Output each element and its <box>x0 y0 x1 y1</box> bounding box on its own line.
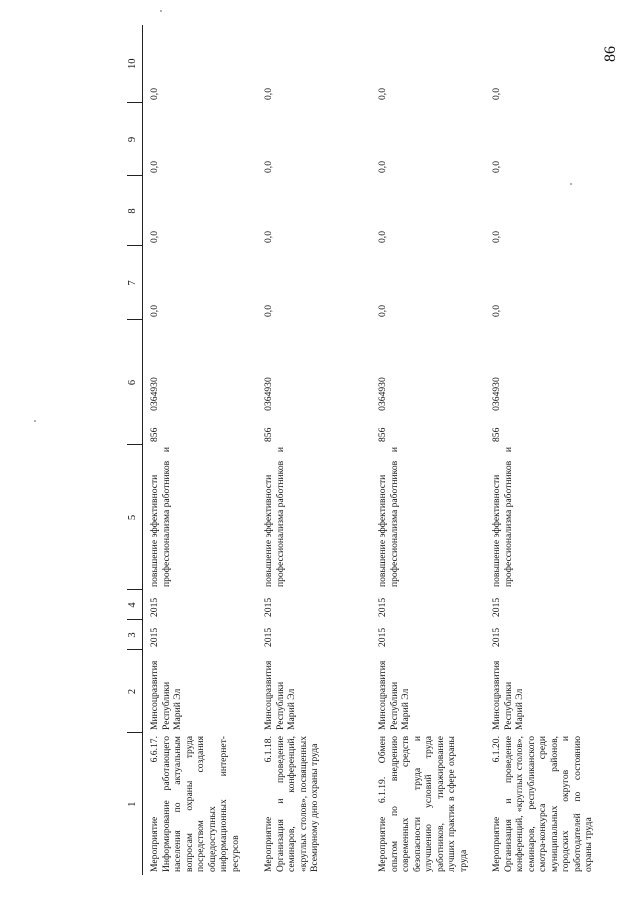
start-year-cell: 2015 <box>377 627 388 647</box>
value-cell: 0,0 <box>263 231 274 243</box>
measure-name-cell: Мероприятие 6.6.17. Информирование работающего населения по актуальным вопросам охраны труда посредством создания общедоступных информационных интернет-ресурсов <box>149 736 241 872</box>
start-year-cell: 2015 <box>491 627 502 647</box>
ministry-code: 856 <box>149 427 160 442</box>
column-header: 1 <box>127 733 143 875</box>
start-year-cell: 2015 <box>149 627 160 647</box>
budget-code-cell <box>257 320 371 445</box>
header-row <box>127 25 143 875</box>
result-text: повышение эффективности профессионализма работников <box>149 460 172 587</box>
table-row <box>143 25 258 875</box>
table-row <box>485 25 599 875</box>
value-cell: 0,0 <box>149 305 160 317</box>
column-header: 10 <box>127 25 143 103</box>
column-header: 9 <box>127 103 143 176</box>
end-year-cell: 2015 <box>263 597 274 617</box>
value-cell: 0,0 <box>491 305 502 317</box>
budget-code-cell <box>371 320 485 445</box>
result-cell <box>485 445 599 590</box>
budget-code-cell <box>143 320 258 445</box>
value-cell: 0,0 <box>377 161 388 173</box>
start-year-cell: 2015 <box>263 627 274 647</box>
result-cell <box>371 445 485 590</box>
executor-cell: Минсоцразвития Республики Марий Эл <box>377 660 411 730</box>
rotated-table-sheet <box>127 25 632 875</box>
column-header: 2 <box>127 650 143 733</box>
scan-speck <box>34 420 36 422</box>
result-mark: и <box>503 447 514 453</box>
value-cell: 0,0 <box>263 161 274 173</box>
value-cell: 0,0 <box>149 231 160 243</box>
value-cell: 0,0 <box>263 88 274 100</box>
value-cell: 0,0 <box>377 88 388 100</box>
ministry-code: 856 <box>377 427 388 442</box>
value-cell: 0,0 <box>263 305 274 317</box>
executor-cell: Минсоцразвития Республики Марий Эл <box>263 660 297 730</box>
value-cell: 0,0 <box>377 305 388 317</box>
result-cell <box>143 445 258 590</box>
result-text: повышение эффективности профессионализма работников <box>377 460 400 587</box>
value-cell: 0,0 <box>149 88 160 100</box>
page-number: 86 <box>602 46 619 62</box>
ministry-code: 856 <box>491 427 502 442</box>
executor-cell: Минсоцразвития Республики Марий Эл <box>149 660 183 730</box>
target-code: 0364930 <box>491 377 502 411</box>
end-year-cell: 2015 <box>491 597 502 617</box>
target-code: 0364930 <box>149 377 160 411</box>
result-text: повышение эффективности профессионализма работников <box>491 460 514 587</box>
result-cell <box>257 445 371 590</box>
result-mark: и <box>275 447 286 453</box>
executor-cell: Минсоцразвития Республики Марий Эл <box>491 660 525 730</box>
value-cell: 0,0 <box>377 231 388 243</box>
column-header: 7 <box>127 246 143 320</box>
measure-name-cell: Мероприятие 6.1.18. Организация и проведение семинаров, конференций, «круглых столов», посвященных Всемирному дню охраны труда <box>263 736 320 872</box>
column-header: 3 <box>127 620 143 650</box>
column-header: 4 <box>127 590 143 620</box>
column-header: 5 <box>127 445 143 590</box>
scan-speck <box>160 10 162 12</box>
column-header: 6 <box>127 320 143 445</box>
value-cell: 0,0 <box>491 161 502 173</box>
column-header: 8 <box>127 176 143 246</box>
ministry-code: 856 <box>263 427 274 442</box>
target-code: 0364930 <box>377 377 388 411</box>
result-mark: и <box>161 447 172 453</box>
end-year-cell: 2015 <box>377 597 388 617</box>
budget-code-cell <box>485 320 599 445</box>
value-cell: 0,0 <box>491 231 502 243</box>
value-cell: 0,0 <box>491 88 502 100</box>
value-cell: 0,0 <box>149 161 160 173</box>
end-year-cell: 2015 <box>149 597 160 617</box>
table-row <box>257 25 371 875</box>
measure-name-cell: Мероприятие 6.1.20. Организация и проведение конференций, «круглых столов», семинаров, республиканского смотра-конкурса среди муниципальных районов, городских округов и работодателей по состоянию охраны труда <box>491 736 594 872</box>
table-row <box>371 25 485 875</box>
budget-table <box>127 25 599 875</box>
target-code: 0364930 <box>263 377 274 411</box>
result-text: повышение эффективности профессионализма работников <box>263 460 286 587</box>
measure-name-cell: Мероприятие 6.1.19. Обмен опытом по внедрению современных средств безопасности труда и улучшению условий труда работников, тиражирование лучших практик в сфере охраны труда <box>377 736 469 872</box>
result-mark: и <box>389 447 400 453</box>
